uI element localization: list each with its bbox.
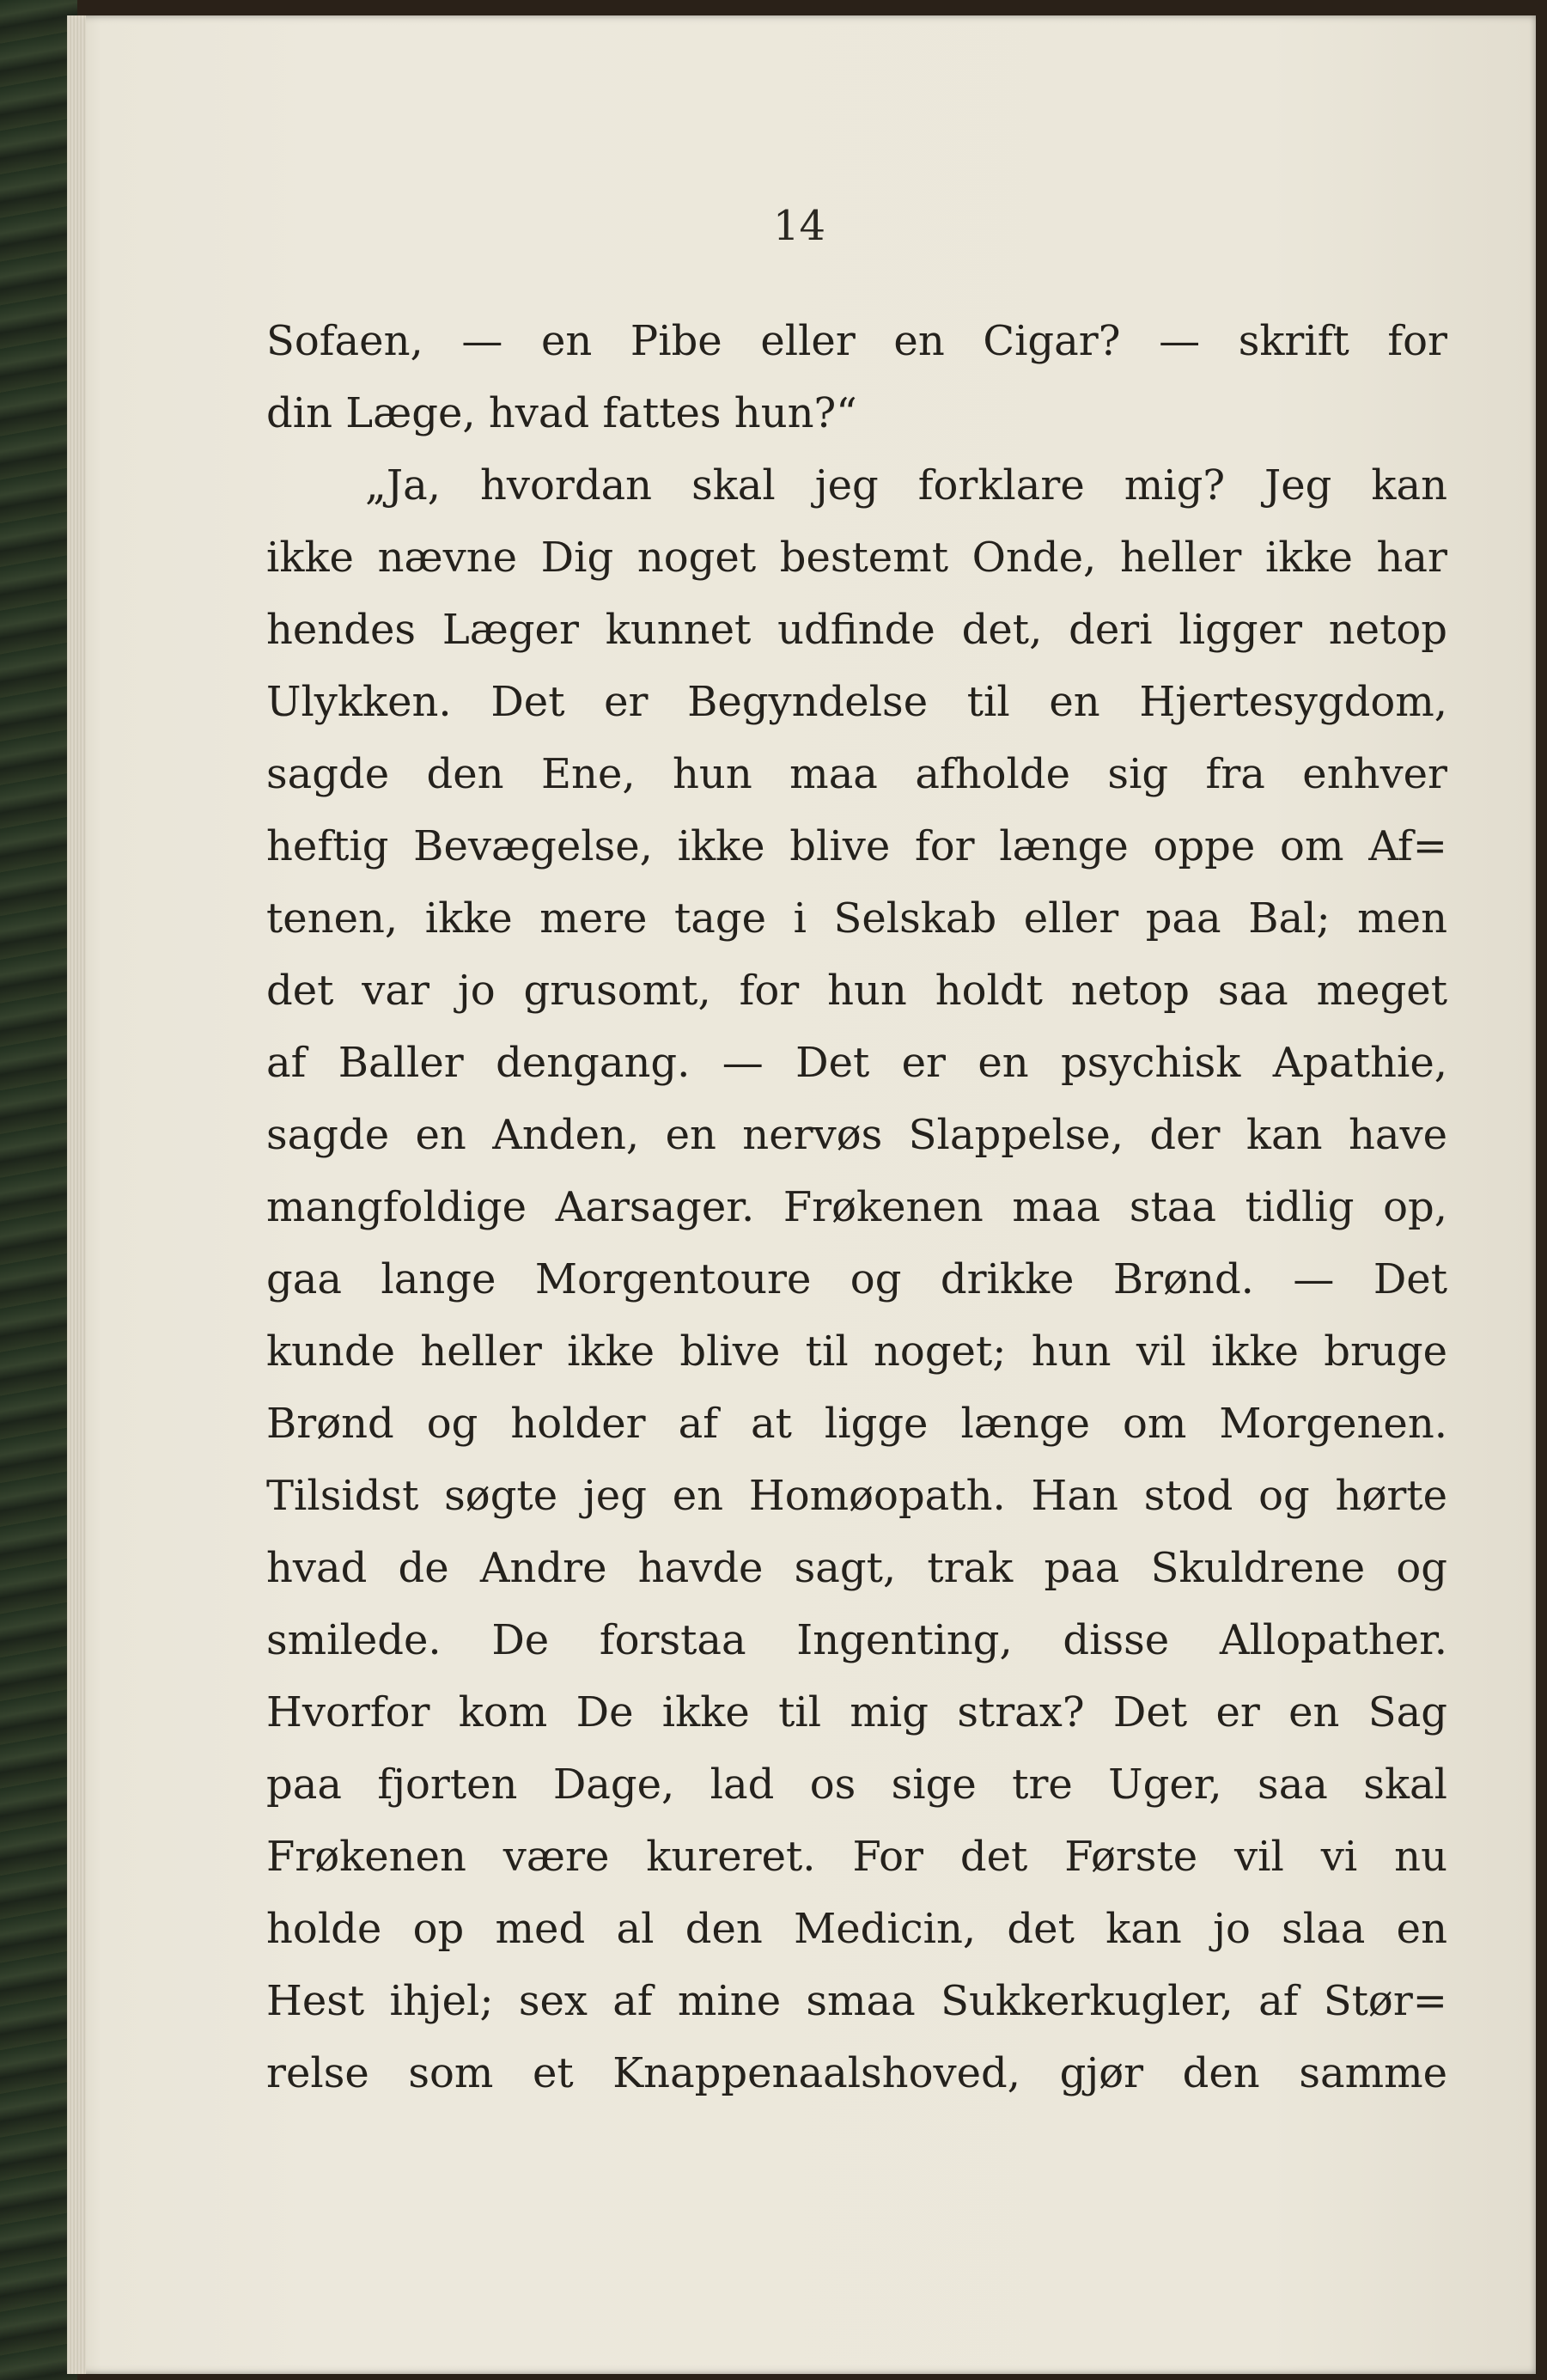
- text-line: tenen, ikke mere tage i Selskab eller paa Bal; men: [266, 894, 1447, 943]
- page-number: 14: [772, 202, 826, 250]
- text-line: Hvorfor kom De ikke til mig strax? Det er en Sag: [266, 1688, 1447, 1736]
- text-line: holde op med al den Medicin, det kan jo slaa en: [266, 1905, 1447, 1953]
- text-line: „Ja, hvordan skal jeg forklare mig? Jeg kan: [365, 461, 1447, 510]
- text-line: Sofaen, — en Pibe eller en Cigar? — skrift for: [266, 317, 1447, 365]
- page-gutter: [67, 15, 86, 2374]
- text-line: af Baller dengang. — Det er en psychisk Apathie,: [266, 1039, 1447, 1087]
- book-cover-edge: [0, 0, 77, 2380]
- text-line: din Læge, hvad fattes hun?“: [266, 389, 857, 437]
- text-line: hvad de Andre havde sagt, trak paa Skuldrene og: [266, 1544, 1447, 1592]
- text-line: det var jo grusomt, for hun holdt netop saa meget: [266, 967, 1447, 1015]
- text-line: Hest ihjel; sex af mine smaa Sukkerkugler, af Stør=: [266, 1977, 1447, 2025]
- text-line: smilede. De forstaa Ingenting, disse Allopather.: [266, 1616, 1447, 1664]
- text-line: sagde en Anden, en nervøs Slappelse, der kan have: [266, 1111, 1447, 1159]
- text-line: ikke nævne Dig noget bestemt Onde, heller ikke har: [266, 534, 1447, 582]
- text-line: kunde heller ikke blive til noget; hun vil ikke bruge: [266, 1327, 1447, 1376]
- text-line: heftig Bevægelse, ikke blive for længe oppe om Af=: [266, 822, 1447, 870]
- text-line: paa fjorten Dage, lad os sige tre Uger, saa skal: [266, 1761, 1447, 1809]
- text-line: Ulykken. Det er Begyndelse til en Hjertesygdom,: [266, 678, 1447, 726]
- text-line: Frøkenen være kureret. For det Første vil vi nu: [266, 1833, 1447, 1881]
- text-line: hendes Læger kunnet udfinde det, deri ligger netop: [266, 606, 1447, 654]
- body-text: [266, 305, 1447, 2109]
- text-line: Tilsidst søgte jeg en Homøopath. Han stod og hørte: [266, 1472, 1447, 1520]
- text-line: Brønd og holder af at ligge længe om Morgenen.: [266, 1400, 1447, 1448]
- text-line: sagde den Ene, hun maa afholde sig fra enhver: [266, 750, 1447, 798]
- text-line: gaa lange Morgentoure og drikke Brønd. — Det: [266, 1255, 1447, 1303]
- text-line: relse som et Knappenaalshoved, gjør den samme: [266, 2049, 1447, 2097]
- text-line: mangfoldige Aarsager. Frøkenen maa staa tidlig op,: [266, 1183, 1447, 1231]
